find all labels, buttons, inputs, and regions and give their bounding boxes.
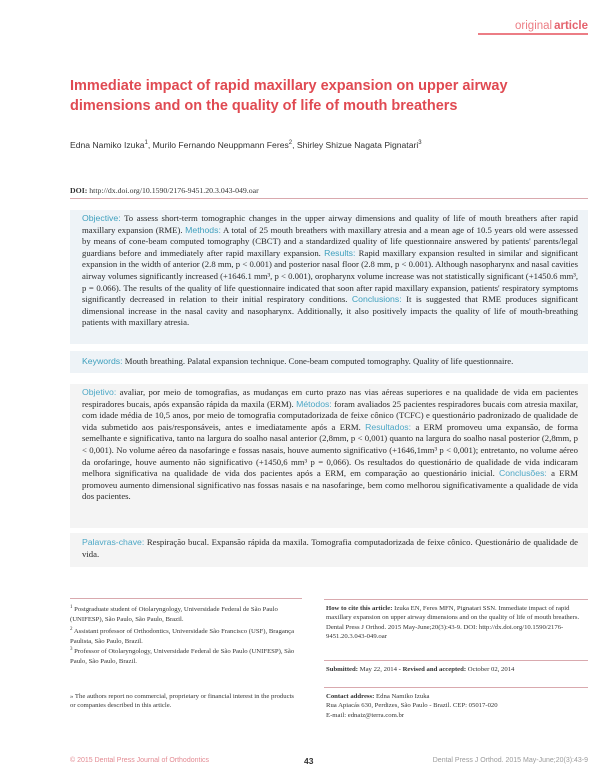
revised-date: October 02, 2014 — [467, 666, 515, 673]
submitted-label: Submitted: — [326, 666, 358, 673]
footer-copyright: © 2015 Dental Press Journal of Orthodontics — [70, 757, 210, 764]
submission-divider — [324, 660, 588, 661]
contact-address: Rua Apiacás 630, Perdizes, São Paulo - Brazil. CEP: 05017-020 — [326, 702, 498, 710]
footnote-text: Professor of Otolaryngology, Universidade Federal de São Paulo (UNIFESP), São Paulo, São Paulo, Brazil. — [70, 648, 295, 665]
submitted-date: May 22, 2014 — [359, 666, 397, 673]
keywords-english — [70, 351, 588, 373]
submission-separator: - — [398, 666, 401, 673]
doi-line — [70, 186, 259, 195]
cite-label: How to cite this article: — [326, 605, 393, 612]
disclosure-text: The authors report no commercial, proprietary or financial interest in the products or companies described in this article. — [70, 693, 295, 710]
objetivo-text: avaliar, por meio de tomografias, as mudanças em curto prazo nas vias aéreas superiores e na qualidade de vida em pacientes respiradores bucais, após expansão rápida da maxila (ERM). — [82, 387, 578, 409]
metodos-label: Métodos: — [296, 398, 332, 409]
author-name: Shirley Shizue Nagata Pignatari — [296, 140, 419, 150]
palavras-chave-text: Respiração bucal. Expansão rápida da maxila. Tomografia computadorizada de feixe cônico. Questionário de qualidade de vida. — [82, 537, 578, 559]
contact-divider — [324, 687, 588, 688]
conclusoes-label: Conclusões: — [499, 468, 547, 479]
footnote-2 — [70, 625, 300, 646]
footnote-mark: 3 — [70, 647, 73, 652]
section-tag — [515, 18, 588, 34]
footnote-1 — [70, 603, 300, 624]
methods-label: Methods: — [185, 224, 221, 235]
palavras-chave-label: Palavras-chave: — [82, 537, 145, 547]
objetivo-label: Objetivo: — [82, 387, 117, 397]
footer-citation: Dental Press J Orthod. 2015 May-June;20(3):43-9 — [432, 757, 588, 764]
author-affiliation-mark: 2 — [288, 140, 293, 147]
section-tag-bold: article — [554, 20, 588, 32]
keywords-label: Keywords: — [82, 356, 123, 366]
footnote-divider — [70, 598, 302, 599]
footnote-text: Postgraduate student of Otolaryngology, Universidade Federal de São Paulo (UNIFESP), São Paulo, São Paulo, Brazil. — [70, 606, 278, 623]
disclosure-mark: » — [70, 693, 74, 700]
resultados-label: Resultados: — [365, 421, 412, 432]
contact-name: Edna Namiko Izuka — [376, 693, 430, 700]
conclusions-text: It is suggested that RME produces significant dimensional increase in the nasal cavity and nasopharynx. Additionally, it also positively impacts the quality of life of mouth-breathing patients with maxillary atresia. — [82, 294, 579, 328]
conclusoes-text: a ERM promoveu aumento dimensional significativo nas fossas nasais e na nasofaringe, bem como melhorou significativamente a qualidade de vida dos pacientes. — [82, 468, 578, 502]
divider — [70, 198, 588, 199]
cite-block — [326, 604, 588, 642]
conclusions-label: Conclusions: — [351, 294, 402, 305]
author-affiliation-mark: 3 — [418, 140, 422, 147]
article-title: Immediate impact of rapid maxillary expansion on upper airway dimensions and on the quality of life of mouth breathers — [70, 78, 508, 114]
author-list: Edna Namiko Izuka$^1$, Murilo Fernando Neuppmann Feres$^2$, Shirley Shizue Nagata Pignatari$^3$ — [70, 140, 422, 150]
results-label: Results: — [324, 247, 356, 258]
objective-label: Objective: — [82, 213, 121, 223]
page-number: 43 — [304, 756, 314, 766]
keywords-text: Mouth breathing. Palatal expansion technique. Cone-beam computed tomography. Quality of life questionnaire. — [124, 356, 514, 366]
doi-label: DOI: — [70, 186, 88, 195]
footnote-3 — [70, 645, 300, 666]
email-link[interactable]: ednaiz@terra.com.br — [347, 711, 405, 719]
cite-divider — [324, 599, 588, 600]
submission-dates — [326, 665, 588, 674]
doi-link[interactable]: http://dx.doi.org/10.1590/2176-9451.20.3.043-049.oar — [89, 186, 259, 195]
cite-text: Izuka EN, Feres MFN, Pignatari SSN. Immediate impact of rapid maxillary expansion on upper airway dimensions and on the quality of life of mouth breathers. Dental Press J Orthod. 2015 May-June;20(3):43-9. DOI: http://dx.doi.org/10.1590/2176-9451.20.3.043-049.oar — [326, 605, 580, 641]
footnote-mark: 2 — [70, 627, 73, 632]
contact-block — [326, 692, 588, 720]
footnote-mark: 1 — [70, 605, 73, 610]
abstract-portuguese — [70, 384, 588, 528]
objective-text: To assess short-term tomographic changes in the upper airway dimensions and quality of life of mouth breathers after rapid maxillary expansion (RME). — [82, 213, 578, 235]
metodos-text: foram avaliados 25 pacientes respiradores bucais com atresia maxilar, com idade média de 10,5 anos, por meio de tomografia computadorizada de feixe cônico (TCFC) e questionário padronizado de qualidade de vida submetido aos pais/responsáveis, antes e imediatamente após a ERM. — [82, 398, 579, 432]
footnote-text: Assistant professor of Orthodontics, Universidade São Francisco (USF), Bragança Paulista, São Paulo, Brazil. — [70, 628, 295, 645]
email-label: E-mail: — [326, 711, 347, 719]
author-name: Edna Namiko Izuka — [70, 140, 145, 150]
revised-label: Revised and accepted: — [402, 666, 467, 673]
results-text: Rapid maxillary expansion resulted in similar and significant expansion in the width of anterior (2.8 mm, p < 0.001) and posterior nasal floor (2.8 mm, p < 0.001). Although nasopharynx and nasal cavities airway volumes significantly increased (+1646.1 mm³, p < 0.001), oropharynx volume increase was not statistically significant (+1450.6 mm³, p = 0.066). The results of the quality of life questionnaire indicated that soon after rapid maxillary expansion, patients' respiratory symptoms significantly decreased in relation to their initial respiratory conditions. — [82, 247, 579, 305]
resultados-text: a ERM promoveu uma expansão, de forma semelhante e significativa, tanto na largura do soalho nasal anterior (2,8mm, p < 0,001) quanto na largura do soalho nasal posterior (2,8mm, p < 0,001). No volume aéreo da nasofaringe e fossas nasais, houve aumento significativo (+1646,1mm³ p < 0,001); entretanto, no volume aéreo da orofaringe, houve aumento não significativo (+1450,6 mm³ p = 0,066). Os resultados do questionário de qualidade de vida indicaram melhora significativa na qualidade de vida dos pacientes após a ERM, em comparação ao questionário inicial. — [82, 421, 579, 479]
contact-label: Contact address: — [326, 693, 375, 700]
methods-text: A total of 25 mouth breathers with maxillary atresia and a mean age of 10.5 years old were assessed by means of cone-beam computed tomography (CBCT) and a standardized quality of life questionnaire answered by patients' parents/legal guardians before and immediately after rapid maxillary expansion. — [82, 224, 578, 258]
keywords-portuguese — [70, 533, 588, 567]
section-tag-plain: original — [515, 20, 553, 32]
author-name: Murilo Fernando Neuppmann Feres — [152, 140, 289, 150]
author-affiliation-mark: 1 — [144, 140, 148, 147]
disclosure-note — [70, 692, 300, 711]
abstract-english — [70, 210, 588, 344]
